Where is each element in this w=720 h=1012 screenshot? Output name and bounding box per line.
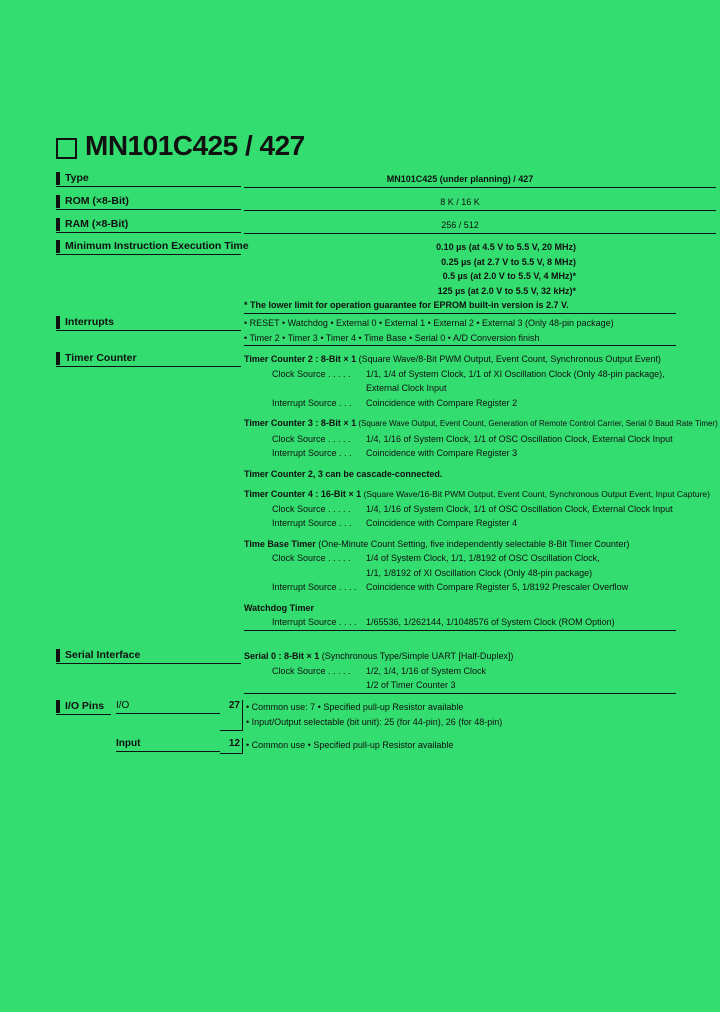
serial-head: Serial 0 : 8-Bit × 1: [244, 651, 320, 661]
tb-int-value: Coincidence with Compare Register 5, 1/8192 Prescaler Overflow: [366, 582, 629, 592]
tc2-head: Timer Counter 2 : 8-Bit × 1: [244, 354, 357, 364]
wd-head: Watchdog Timer: [244, 602, 315, 613]
serial-desc: (Synchronous Type/Simple UART [Half-Duplex]): [319, 651, 514, 661]
tc2-clock-value-2: External Clock Input: [366, 383, 447, 393]
tc3-desc: (Square Wave Output, Event Count, Generation of Remote Control Carrier, Serial 0 Baud Rate Timer): [356, 419, 718, 428]
tc3-clock-value: 1/4, 1/16 of System Clock, 1/1 of OSC Oscillation Clock, External Clock Input: [366, 433, 673, 444]
tc2-int-key: Interrupt Source . . .: [272, 397, 352, 408]
tb-head: Time Base Timer: [244, 538, 316, 549]
tb-block: [244, 537, 676, 595]
tc4-head: Timer Counter 4 : 16-Bit × 1: [244, 489, 362, 499]
value-ram: 256 / 512: [244, 218, 716, 234]
tb-clock-value: 1/4 of System Clock, 1/1, 1/8192 of OSC Oscillation Clock,: [366, 553, 600, 563]
serial-clock-key: Clock Source . . . . .: [272, 665, 351, 676]
wd-block: [244, 601, 676, 630]
tc4-int-value: Coincidence with Compare Register 4: [366, 518, 518, 528]
tc2-clock-value: 1/1, 1/4 of System Clock, 1/1 of XI Oscillation Clock (Only 48-pin package),: [366, 368, 665, 379]
tc3-clock-key: Clock Source . . . . .: [272, 433, 351, 444]
label-min-exec: Minimum Instruction Execution Time: [56, 240, 241, 255]
tc3-block: [244, 416, 718, 461]
value-min-exec: [244, 240, 676, 314]
io-content: [246, 700, 676, 729]
label-interrupts: Interrupts: [56, 316, 241, 331]
io-line: • Input/Output selectable (bit unit): 25 (for 44-pin), 26 (for 48-pin): [246, 716, 503, 727]
wd-int-value: 1/65536, 1/262144, 1/1048576 of System Clock (ROM Option): [366, 617, 615, 627]
label-serial: Serial Interface: [56, 649, 241, 664]
tc3-int-key: Interrupt Source . . .: [272, 448, 352, 458]
io-sub-label: I/O: [116, 700, 220, 714]
tb-desc: (One-Minute Count Setting, five independently selectable 8-Bit Timer Counter): [315, 538, 630, 549]
input-count: 12: [220, 738, 243, 754]
value-serial: [244, 649, 676, 694]
interrupts-line: • RESET • Watchdog • External 0 • External 1 • External 2 • External 3 (Only 48-pin package): [244, 318, 614, 328]
tc4-desc: (Square Wave/16-Bit PWM Output, Event Count, Synchronous Output Event, Input Capture): [361, 489, 710, 499]
io-line: • Common use: 7 • Specified pull-up Resistor available: [246, 702, 464, 712]
label-ram: RAM (×8-Bit): [56, 218, 241, 233]
value-rom: 8 K / 16 K: [244, 195, 716, 211]
serial-clock-value: 1/2, 1/4, 1/16 of System Clock: [366, 665, 487, 676]
tc4-clock-key: Clock Source . . . . .: [272, 503, 351, 514]
tc2-clock-key: Clock Source . . . . .: [272, 368, 351, 379]
tb-clock-value-2: 1/1, 1/8192 of XI Oscillation Clock (Only 48-pin package): [366, 567, 593, 578]
tc2-block: [244, 352, 676, 410]
exec-line: 0.5 µs (at 2.0 V to 5.5 V, 4 MHz)*: [442, 271, 576, 281]
tb-clock-key: Clock Source . . . . .: [272, 553, 351, 563]
tc4-clock-value: 1/4, 1/16 of System Clock, 1/1 of OSC Oscillation Clock, External Clock Input: [366, 503, 673, 514]
input-sub-label: Input: [116, 738, 220, 752]
serial-clock-value-2: 1/2 of Timer Counter 3: [366, 680, 456, 690]
tc3-head: Timer Counter 3 : 8-Bit × 1: [244, 418, 357, 428]
value-timer: [244, 352, 718, 631]
checkbox-square-icon: [56, 138, 77, 159]
tb-int-key: Interrupt Source . . . .: [272, 582, 357, 592]
input-line: • Common use • Specified pull-up Resistor available: [246, 740, 454, 750]
tc4-block: [244, 487, 710, 531]
label-rom: ROM (×8-Bit): [56, 195, 241, 210]
label-type: Type: [56, 172, 241, 187]
tc4-int-key: Interrupt Source . . .: [272, 518, 352, 528]
value-type: MN101C425 (under planning) / 427: [244, 172, 716, 188]
exec-line: 125 µs (at 2.0 V to 5.5 V, 32 kHz)*: [437, 285, 576, 296]
label-io: I/O Pins: [56, 700, 111, 715]
label-timer: Timer Counter: [56, 352, 241, 367]
page-title-text: MN101C425 / 427: [85, 130, 305, 161]
wd-int-key: Interrupt Source . . . .: [272, 617, 357, 627]
interrupts-line: • Timer 2 • Timer 3 • Timer 4 • Time Base • Serial 0 • A/D Conversion finish: [244, 332, 540, 343]
exec-note: * The lower limit for operation guarantee for EPROM built-in version is 2.7 V.: [244, 300, 569, 310]
input-content: [246, 738, 676, 753]
cascade-note: Timer Counter 2, 3 can be cascade-connected.: [244, 468, 443, 479]
exec-line: 0.10 µs (at 4.5 V to 5.5 V, 20 MHz): [436, 242, 576, 252]
io-count: 27: [220, 700, 243, 731]
tc2-desc: (Square Wave/8-Bit PWM Output, Event Count, Synchronous Output Event): [356, 354, 661, 364]
tc2-int-value: Coincidence with Compare Register 2: [366, 397, 518, 408]
value-interrupts: [244, 316, 676, 346]
page-title: [56, 130, 305, 162]
exec-line: 0.25 µs (at 2.7 V to 5.5 V, 8 MHz): [441, 256, 576, 267]
tc3-int-value: Coincidence with Compare Register 3: [366, 448, 518, 458]
